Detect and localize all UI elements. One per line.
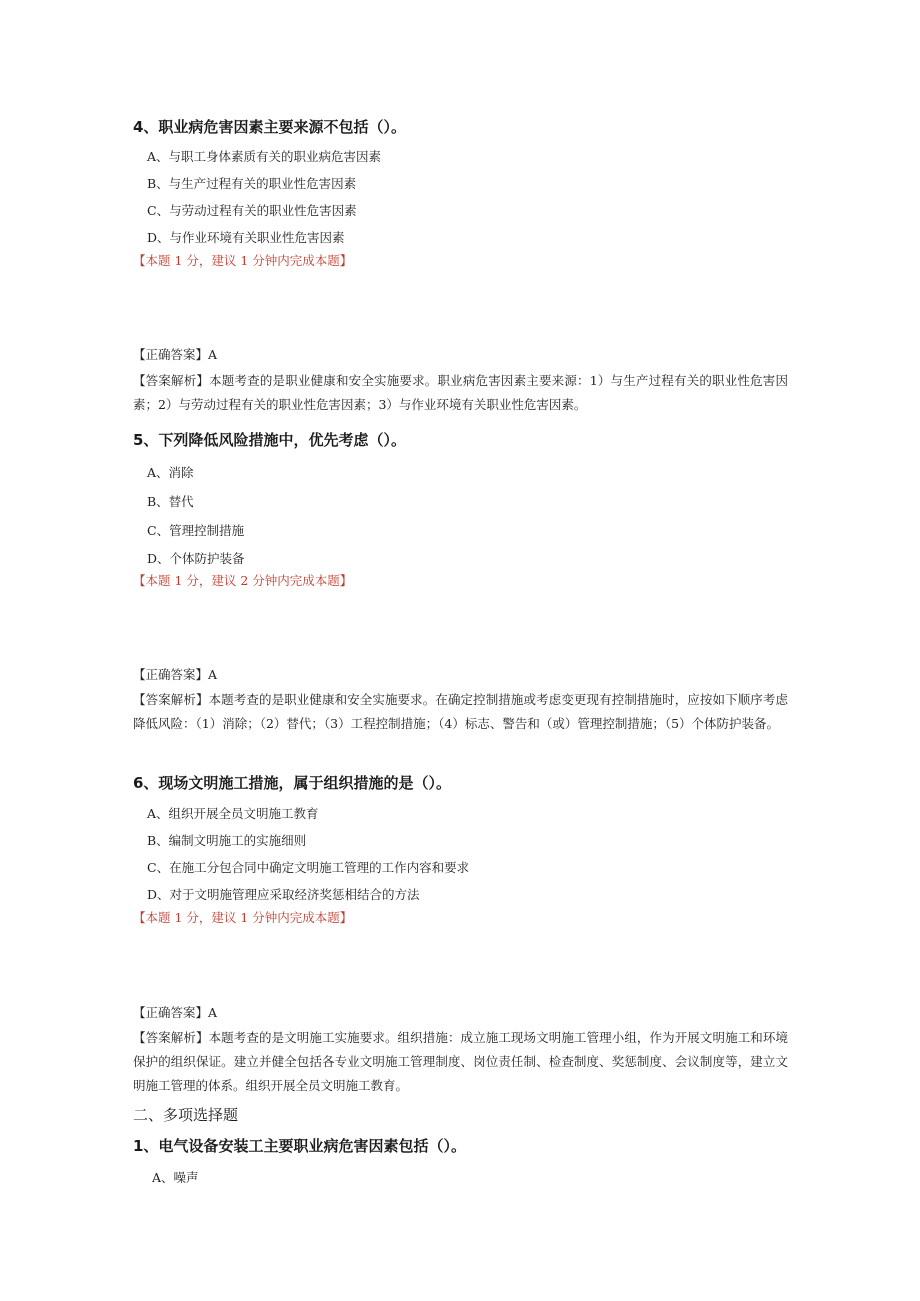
question-4-option-b: B、与生产过程有关的职业性危害因素	[147, 176, 357, 191]
question-6-option-b: B、编制文明施工的实施细则	[147, 833, 307, 848]
question-5-option-a: A、消除	[147, 465, 194, 480]
question-6-option-c: C、在施工分包合同中确定文明施工管理的工作内容和要求	[147, 860, 470, 875]
question-5-answer: 【正确答案】A	[133, 667, 218, 682]
question-5-option-b: B、替代	[147, 494, 194, 509]
question-4-option-c: C、与劳动过程有关的职业性危害因素	[147, 203, 357, 218]
question-5-option-c: C、管理控制措施	[147, 523, 245, 538]
question-5-option-d: D、个体防护装备	[147, 551, 245, 566]
question-4-option-a: A、与职工身体素质有关的职业病危害因素	[147, 149, 382, 164]
question-4-title: 4、职业病危害因素主要来源不包括（）。	[133, 118, 406, 136]
question-6-title: 6、现场文明施工措施，属于组织措施的是（）。	[133, 774, 451, 792]
question-4-answer: 【正确答案】A	[133, 347, 218, 362]
question-4-option-d: D、与作业环境有关职业性危害因素	[147, 230, 345, 245]
question-5-title: 5、下列降低风险措施中，优先考虑（）。	[133, 431, 406, 449]
question-5-score-note: 【本题 1 分，建议 2 分钟内完成本题】	[133, 573, 353, 588]
question-6-option-a: A、组织开展全员文明施工教育	[147, 806, 319, 821]
multi-question-1-title: 1、电气设备安装工主要职业病危害因素包括（）。	[133, 1137, 466, 1155]
multi-question-1-option-a: A、噪声	[152, 1170, 199, 1185]
question-4-score-note: 【本题 1 分，建议 1 分钟内完成本题】	[133, 253, 353, 268]
question-6-score-note: 【本题 1 分，建议 1 分钟内完成本题】	[133, 910, 353, 925]
question-6-answer: 【正确答案】A	[133, 1005, 218, 1020]
section-title-multiple-choice: 二、多项选择题	[133, 1106, 239, 1124]
question-4-analysis: 【答案解析】本题考查的是职业健康和安全实施要求。职业病危害因素主要来源：1）与生产过程有关的职业性危害因素；2）与劳动过程有关的职业性危害因素；3）与作业环境有关职业性危害因素。	[133, 373, 788, 412]
question-6-option-d: D、对于文明施管理应采取经济奖惩相结合的方法	[147, 887, 420, 902]
question-6-analysis: 【答案解析】本题考查的是文明施工实施要求。组织措施：成立施工现场文明施工管理小组，作为开展文明施工和环境保护的组织保证。建立并健全包括各专业文明施工管理制度、岗位责任制、检查制度、奖惩制度、会议制度等，建立文明施工管理的体系。组织开展全员文明施工教育。	[133, 1030, 788, 1093]
question-5-analysis: 【答案解析】本题考查的是职业健康和安全实施要求。在确定控制措施或考虑变更现有控制措施时，应按如下顺序考虑降低风险：（1）消除；（2）替代；（3）工程控制措施；（4）标志、警告和（或）管理控制措施；（5）个体防护装备。	[133, 692, 788, 731]
